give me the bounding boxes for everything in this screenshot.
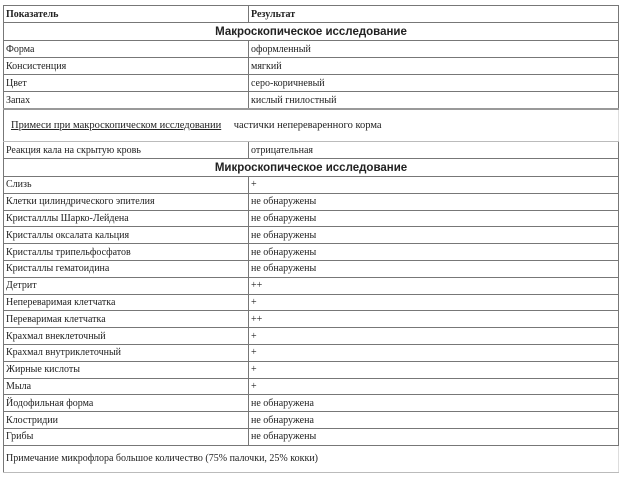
table-header bbox=[4, 6, 619, 23]
row-name: Цвет bbox=[4, 75, 249, 92]
row-name: Реакция кала на скрытую кровь bbox=[4, 142, 249, 159]
table-row bbox=[4, 328, 619, 345]
row-name: Грибы bbox=[4, 428, 249, 445]
row-name: Йодофильная форма bbox=[4, 395, 249, 412]
table-row bbox=[4, 361, 619, 378]
row-name: Крахмал внутриклеточный bbox=[4, 344, 249, 361]
row-value: + bbox=[249, 361, 619, 378]
row-name: Слизь bbox=[4, 177, 249, 194]
table-row bbox=[4, 41, 619, 58]
impurities-row bbox=[4, 109, 619, 142]
table-row bbox=[4, 177, 619, 194]
row-name: Запах bbox=[4, 92, 249, 110]
table-row bbox=[4, 244, 619, 261]
table-row bbox=[4, 58, 619, 75]
row-value: + bbox=[249, 344, 619, 361]
header-result: Результат bbox=[249, 6, 619, 23]
row-name: Кристалллы Шарко-Лейдена bbox=[4, 210, 249, 227]
row-name: Крахмал внеклеточный bbox=[4, 328, 249, 345]
row-value: не обнаружена bbox=[249, 412, 619, 429]
section-title: Макроскопическое исследование bbox=[4, 23, 619, 41]
row-value: + bbox=[249, 328, 619, 345]
note-value: микрофлора большое количество (75% палочки, 25% кокки) bbox=[61, 453, 318, 465]
row-name: Клетки цилиндрического эпителия bbox=[4, 193, 249, 210]
row-value: не обнаружены bbox=[249, 210, 619, 227]
row-value: не обнаружены bbox=[249, 428, 619, 445]
row-name: Клостридии bbox=[4, 412, 249, 429]
results-table bbox=[3, 5, 619, 473]
table-row bbox=[4, 142, 619, 159]
row-value: + bbox=[249, 294, 619, 311]
row-value: мягкий bbox=[249, 58, 619, 75]
row-value: отрицательная bbox=[249, 142, 619, 159]
row-value: не обнаружены bbox=[249, 244, 619, 261]
table-row bbox=[4, 428, 619, 445]
row-value: кислый гнилостный bbox=[249, 92, 619, 110]
row-value: не обнаружена bbox=[249, 395, 619, 412]
table-row bbox=[4, 92, 619, 110]
note-row bbox=[4, 445, 619, 472]
row-name: Консистенция bbox=[4, 58, 249, 75]
row-name: Детрит bbox=[4, 277, 249, 294]
row-value: ++ bbox=[249, 311, 619, 328]
impurities-value: частички непереваренного корма bbox=[233, 120, 382, 131]
table-row bbox=[4, 294, 619, 311]
row-value: + bbox=[249, 177, 619, 194]
row-name: Жирные кислоты bbox=[4, 361, 249, 378]
section-macro bbox=[4, 23, 619, 41]
section-micro bbox=[4, 159, 619, 177]
row-name: Кристаллы оксалата кальция bbox=[4, 227, 249, 244]
table-row bbox=[4, 210, 619, 227]
row-value: не обнаружены bbox=[249, 193, 619, 210]
row-value: ++ bbox=[249, 277, 619, 294]
header-indicator: Показатель bbox=[4, 6, 249, 23]
table-row bbox=[4, 277, 619, 294]
row-name: Мыла bbox=[4, 378, 249, 395]
impurities-label: Примеси при макроскопическом исследовании bbox=[11, 120, 222, 131]
table-row bbox=[4, 395, 619, 412]
row-name: Кристаллы гематоидина bbox=[4, 260, 249, 277]
row-name: Кристаллы трипельфосфатов bbox=[4, 244, 249, 261]
section-title: Микроскопическое исследование bbox=[4, 159, 619, 177]
table-row bbox=[4, 260, 619, 277]
table-row bbox=[4, 344, 619, 361]
note-label: Примечание bbox=[6, 453, 59, 465]
row-value: серо-коричневый bbox=[249, 75, 619, 92]
row-value: не обнаружены bbox=[249, 227, 619, 244]
table-row bbox=[4, 412, 619, 429]
row-value: оформленный bbox=[249, 41, 619, 58]
row-name: Непереваримая клетчатка bbox=[4, 294, 249, 311]
row-value: не обнаружены bbox=[249, 260, 619, 277]
row-name: Переваримая клетчатка bbox=[4, 311, 249, 328]
row-value: + bbox=[249, 378, 619, 395]
table-row bbox=[4, 227, 619, 244]
table-row bbox=[4, 311, 619, 328]
table-row bbox=[4, 75, 619, 92]
table-row bbox=[4, 193, 619, 210]
row-name: Форма bbox=[4, 41, 249, 58]
table-row bbox=[4, 378, 619, 395]
